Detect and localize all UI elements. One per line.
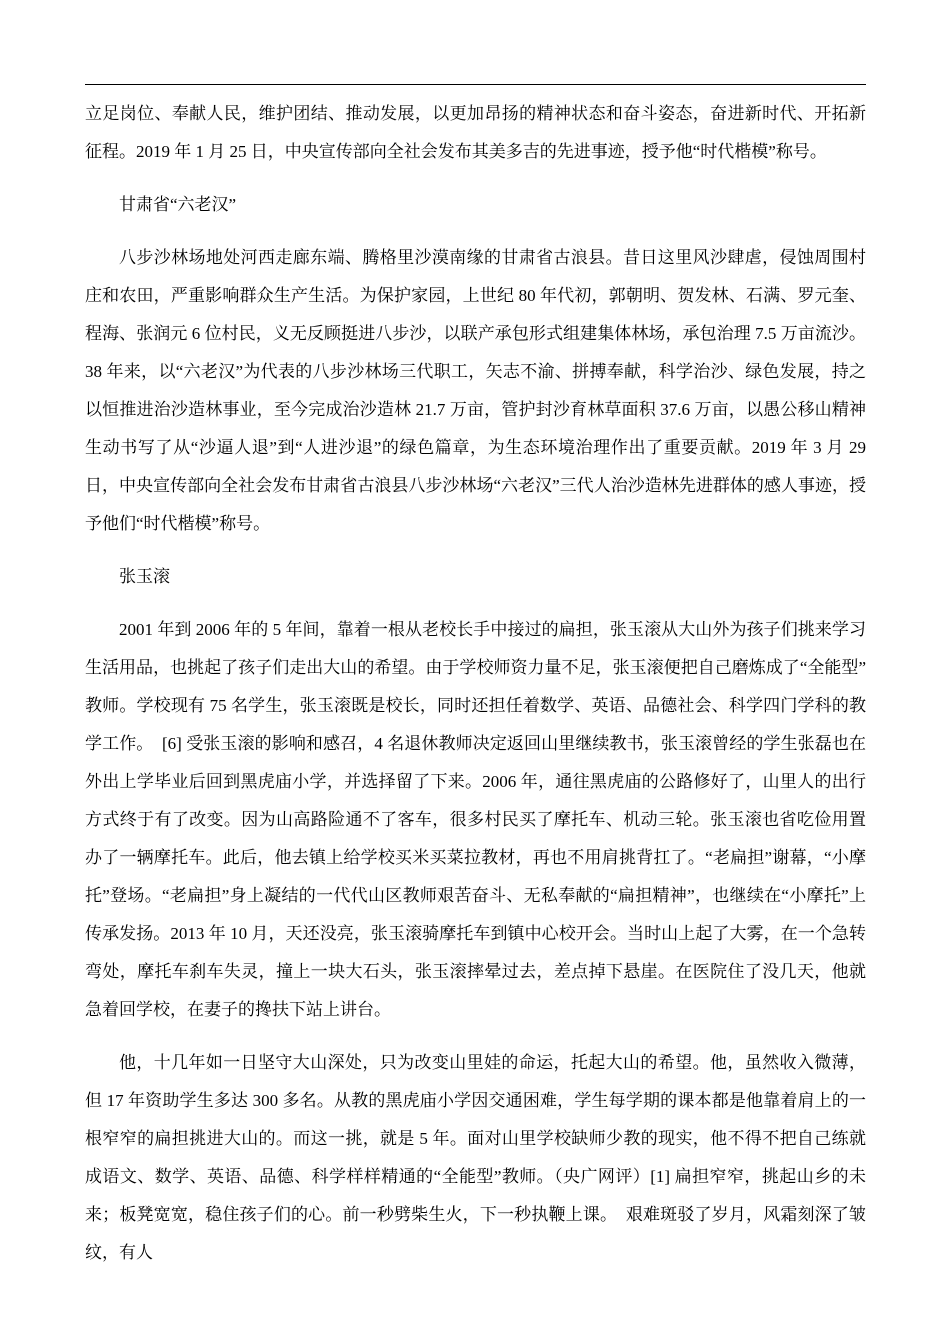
paragraph-shimeiduoji-conclusion: 立足岗位、奉献人民，维护团结、推动发展，以更加昂扬的精神状态和奋斗姿态，奋进新时代、开拓新征程。2019 年 1 月 25 日，中央宣传部向全社会发布其美多吉的先进事迹，授予他“时代楷模”称号。	[85, 104, 866, 161]
paragraph-babusha-forest: 八步沙林场地处河西走廊东端、腾格里沙漠南缘的甘肃省古浪县。昔日这里风沙肆虐，侵蚀周围村庄和农田，严重影响群众生产生活。为保护家园，上世纪 80 年代初，郭朝明、贺发林、石满、罗元奎、程海、张润元 6 位村民，义无反顾挺进八步沙，以联产承包形式组建集体林场，承包治理 7.5 万亩流沙。38 年来，以“六老汉”为代表的八步沙林场三代职工，矢志不渝、拼搏奉献，科学治沙、绿色发展，持之以恒推进治沙造林事业，至今完成治沙造林 21.7 万亩，管护封沙育林草面积 37.6 万亩，以愚公移山精神生动书写了从“沙逼人退”到“人进沙退”的绿色篇章，为生态环境治理作出了重要贡献。2019 年 3 月 29 日，中央宣传部向全社会发布甘肃省古浪县八步沙林场“六老汉”三代人治沙造林先进群体的感人事迹，授予他们“时代楷模”称号。	[85, 248, 866, 533]
header-divider-line	[85, 84, 866, 85]
heading-gansu-liulaohan: 甘肃省“六老汉”	[119, 195, 237, 214]
heading-zhangyugun: 张玉滚	[119, 567, 170, 586]
paragraph-zhangyugun-story: 2001 年到 2006 年的 5 年间，靠着一根从老校长手中接过的扁担，张玉滚从大山外为孩子们挑来学习生活用品，也挑起了孩子们走出大山的希望。由于学校师资力量不足，张玉滚便把自己磨炼成了“全能型”教师。学校现有 75 名学生，张玉滚既是校长，同时还担任着数学、英语、品德社会、科学四门学科的教学工作。 [6] 受张玉滚的影响和感召，4 名退休教师决定返回山里继续教书，张玉滚曾经的学生张磊也在外出上学毕业后回到黑虎庙小学，并选择留了下来。2006 年，通往黑虎庙的公路修好了，山里人的出行方式终于有了改变。因为山高路险通不了客车，很多村民买了摩托车、机动三轮。张玉滚也省吃俭用置办了一辆摩托车。此后，他去镇上给学校买米买菜拉教材，再也不用肩挑背扛了。“老扁担”谢幕，“小摩托”登场。“老扁担”身上凝结的一代代山区教师艰苦奋斗、无私奉献的“扁担精神”，也继续在“小摩托”上传承发扬。2013 年 10 月，天还没亮，张玉滚骑摩托车到镇中心校开会。当时山上起了大雾，在一个急转弯处，摩托车刹车失灵，撞上一块大石头，张玉滚摔晕过去，差点掉下悬崖。在医院住了没几天，他就急着回学校，在妻子的搀扶下站上讲台。	[85, 620, 866, 1019]
paragraph-zhangyugun-tribute: 他，十几年如一日坚守大山深处，只为改变山里娃的命运，托起大山的希望。他，虽然收入微薄，但 17 年资助学生多达 300 多名。从教的黑虎庙小学因交通困难，学生每学期的课本都是他靠着肩上的一根窄窄的扁担挑进大山的。而这一挑，就是 5 年。面对山里学校缺师少教的现实，他不得不把自己练就成语文、数学、英语、品德、科学样样精通的“全能型”教师。（央广网评）[1] 扁担窄窄，挑起山乡的未来；板凳宽宽，稳住孩子们的心。前一秒劈柴生火，下一秒执鞭上课。 艰难斑驳了岁月，风霜刻深了皱纹，有人	[85, 1053, 866, 1262]
document-body	[85, 95, 866, 1272]
